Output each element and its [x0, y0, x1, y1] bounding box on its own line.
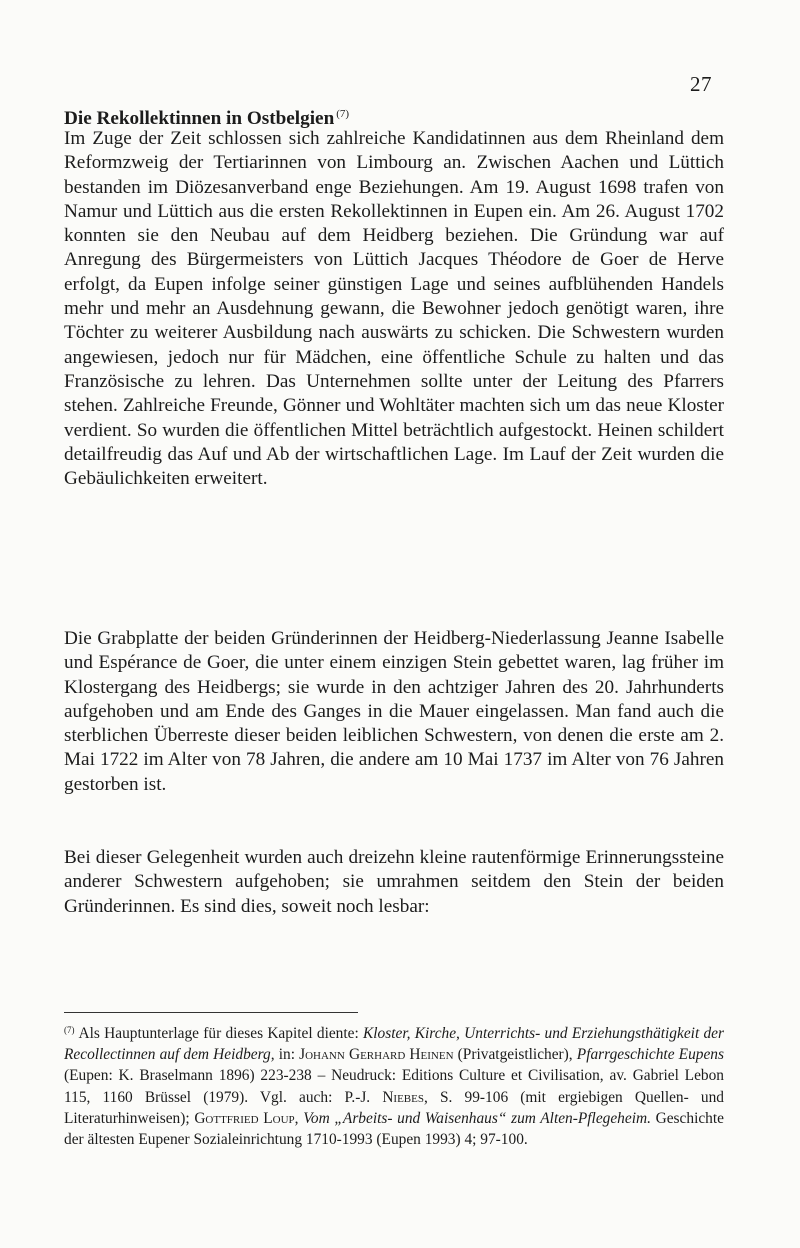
- footnote-divider: [64, 1012, 358, 1013]
- paragraph-3: Bei dieser Gelegenheit wurden auch dreizehn kleine rautenförmige Erinnerungssteine anderer Schwestern aufgehoben; sie umrahmen seitdem den Stein der beiden Gründerinnen. Es sind dies, soweit noch lesbar:: [64, 847, 724, 917]
- footnote-author-loup: Gottfried Loup: [194, 1109, 295, 1127]
- footnote-text-7: Geschichte der ältesten Eupener Sozialeinrichtung 1710-1993 (Eupen 1993) 4; 97-100.: [64, 1109, 724, 1149]
- footnote-work-title-2: Pfarrgeschichte Eupens: [576, 1046, 724, 1064]
- footnote-text-6: ,: [294, 1109, 304, 1127]
- footnote-work-title-1: Kloster, Kirche, Unterrichts- und Erziehungsthätigkeit der Recollectinnen auf dem Heidberg,: [64, 1025, 724, 1064]
- page-number: 27: [690, 72, 712, 96]
- footnote-marker: (7): [64, 1025, 75, 1035]
- footnote-author-niebes: Niebes: [382, 1088, 424, 1106]
- footnote-work-title-3: Vom „Arbeits- und Waisenhaus“ zum Alten-Pflegeheim.: [303, 1109, 651, 1127]
- footnote-text-3: (Privatgeistlicher),: [453, 1046, 577, 1064]
- footnote-author-heinen: Johann Gerhard Heinen: [299, 1046, 454, 1064]
- footnote-7: [64, 1020, 724, 1150]
- footnote-text-2: in:: [274, 1046, 300, 1064]
- footnote-text-4: (Eupen: K. Braselmann 1896) 223-238 – Neudruck: Editions Culture et Civilisation, av. Gabriel Lebon 115, 1160 Brüssel (1979). Vgl. auch: P.-J.: [64, 1067, 724, 1106]
- footnote-reference: (7): [336, 108, 350, 120]
- section-heading-text: Die Rekollektinnen in Ostbelgien: [64, 108, 335, 129]
- footnote-text-5: , S. 99-106 (mit ergiebigen Quellen- und Literaturhinweisen);: [64, 1088, 724, 1127]
- paragraph-2: Die Grabplatte der beiden Gründerinnen der Heidberg-Niederlassung Jeanne Isabelle und Espérance de Goer, die unter einem einzigen Stein gebettet waren, lag früher im Klostergang des Heidbergs; sie wurde in den achtziger Jahren des 20. Jahrhunderts aufgehoben und am Ende des Ganges in die Mauer eingelassen. Man fand auch die sterblichen Überreste dieser beiden leiblichen Schwestern, von denen die erste am 2. Mai 1722 im Alter von 78 Jahren, die andere am 10 Mai 1737 im Alter von 76 Jahren gestorben ist.: [64, 628, 724, 795]
- footnote-text-1: Als Hauptunterlage für dieses Kapitel diente:: [78, 1025, 364, 1042]
- paragraph-1: Im Zuge der Zeit schlossen sich zahlreiche Kandidatinnen aus dem Rheinland dem Reformzweig der Tertiarinnen von Limbourg an. Zwischen Aachen und Lüttich bestanden im Diözesanverband enge Beziehungen. Am 19. August 1698 trafen von Namur und Lüttich aus die ersten Rekollektinnen in Eupen ein. Am 26. August 1702 konnten sie den Neubau auf dem Heidberg beziehen. Die Gründung war auf Anregung des Bürgermeisters von Lüttich Jacques Théodore de Goer de Herve erfolgt, da Eupen infolge seiner günstigen Lage und seines aufblühenden Handels mehr und mehr an Ausdehnung gewann, die Bewohner jedoch genötigt waren, ihre Töchter zu weiterer Ausbildung nach auswärts zu schicken. Die Schwestern wurden angewiesen, jedoch nur für Mädchen, eine öffentliche Schule zu halten und das Französische zu lehren. Das Unternehmen sollte unter der Leitung des Pfarrers stehen. Zahlreiche Freunde, Gönner und Wohltäter machten sich um das neue Kloster verdient. So wurden die öffentlichen Mittel beträchtlich aufgestockt. Heinen schildert detailfreudig das Auf und Ab der wirtschaftlichen Lage. Im Lauf der Zeit wurden die Gebäulichkeiten erweitert.: [64, 128, 724, 490]
